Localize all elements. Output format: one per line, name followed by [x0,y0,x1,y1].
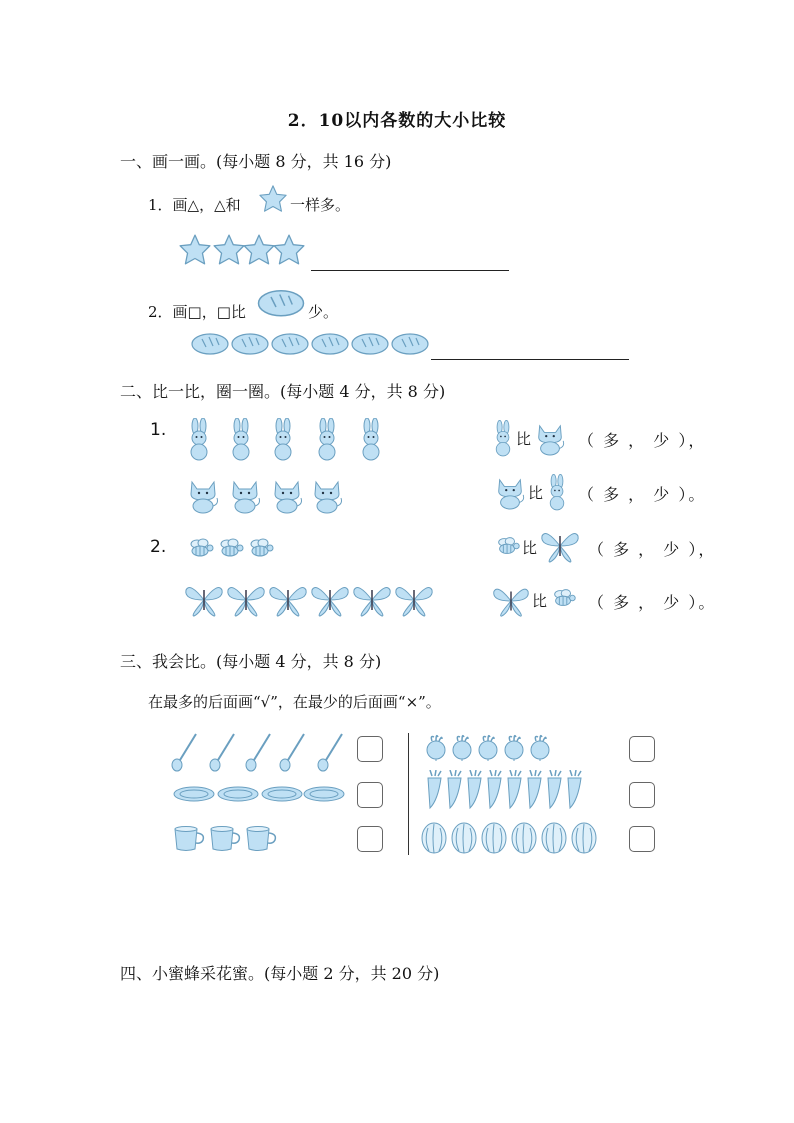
q1-prefix: 1．画△，△和 [148,196,241,214]
plate-icon [172,784,216,804]
bread-icon [310,331,350,355]
carrot-icon [564,770,584,810]
radish-icon [450,733,474,761]
compare-bi: 比 [532,592,548,610]
cabbage-icon [570,820,598,854]
carrot-icon [524,770,544,810]
carrot-icon [504,770,524,810]
section3-heading: 三、我会比。(每小题 4 分，共 8 分) [120,652,382,671]
section1-heading: 一、画一画。(每小题 8 分，共 16 分) [120,152,392,171]
radish-icon [502,733,526,761]
rabbit-icon [228,418,254,462]
carrot-icon [464,770,484,810]
plate-icon [302,784,346,804]
cup-icon [172,825,206,853]
answer-box-plates[interactable] [357,782,383,808]
answer-box-carrots[interactable] [629,782,655,808]
butterfly-icon [310,582,350,618]
butterfly-icon [226,582,266,618]
cat-icon [494,476,526,510]
butterfly-icon [540,527,580,565]
cabbage-icon [510,820,538,854]
compare-bi: 比 [516,430,532,448]
choice-more-less[interactable]: （ 多 ， 少 ）。 [578,485,707,504]
choice-more-less[interactable]: （ 多 ， 少 ）， [578,431,707,450]
cabbage-icon [420,820,448,854]
cabbage-icon [450,820,478,854]
bee-icon [550,586,578,610]
rabbit-icon [314,418,340,462]
answer-box-cabbages[interactable] [629,826,655,852]
spoon-icon [170,732,200,772]
plate-icon [260,784,304,804]
bread-icon [230,331,270,355]
bee-icon [186,536,216,560]
cat-icon [310,478,344,514]
choice-more-less[interactable]: （ 多 ， 少 ）， [588,540,717,559]
plate-icon [216,784,260,804]
butterfly-icon [492,583,530,619]
worksheet-title: 2．10以内各数的大小比较 [287,111,507,131]
cup-icon [208,825,242,853]
star-icon [178,233,212,267]
section3-instruction: 在最多的后面画“√”，在最少的后面画“×”。 [148,693,441,711]
bee-icon [246,536,276,560]
cabbage-icon [480,820,508,854]
butterfly-icon [184,582,224,618]
choice-more-less[interactable]: （ 多 ， 少 ）。 [588,593,717,612]
rabbit-icon [358,418,384,462]
rabbit-icon [546,474,568,512]
butterfly-icon [394,582,434,618]
star-icon [212,233,246,267]
butterfly-icon [352,582,392,618]
section4-heading: 四、小蜜蜂采花蜜。(每小题 2 分，共 20 分) [120,964,440,983]
star-icon [272,233,306,267]
carrot-icon [484,770,504,810]
q2-suffix: 少。 [308,303,339,321]
carrot-icon [544,770,564,810]
divider [408,733,409,855]
q2-prefix: 2．画□，□比 [148,303,246,321]
answer-line-q2[interactable] [431,359,629,360]
answer-box-cups[interactable] [357,826,383,852]
radish-icon [424,733,448,761]
bee-icon [494,534,522,558]
answer-box-spoons[interactable] [357,736,383,762]
cat-icon [228,478,262,514]
rabbit-icon [186,418,212,462]
spoon-icon [244,732,274,772]
bread-icon [190,331,230,355]
item-number-1: 1. [150,420,167,440]
bread-icon [256,286,306,318]
bee-icon [216,536,246,560]
rabbit-icon [492,420,514,458]
carrot-icon [424,770,444,810]
compare-bi: 比 [528,484,544,502]
carrot-icon [444,770,464,810]
bread-icon [350,331,390,355]
section2-heading: 二、比一比，圈一圈。(每小题 4 分，共 8 分) [120,382,446,401]
rabbit-icon [270,418,296,462]
cat-icon [534,422,566,456]
q1-suffix: 一样多。 [290,196,351,214]
compare-bi: 比 [522,539,538,557]
butterfly-icon [268,582,308,618]
star-icon [242,233,276,267]
radish-icon [476,733,500,761]
cabbage-icon [540,820,568,854]
bread-icon [390,331,430,355]
item-number-2: 2. [150,537,167,557]
spoon-icon [208,732,238,772]
cup-icon [244,825,278,853]
cat-icon [270,478,304,514]
star-icon [258,184,288,214]
answer-line-q1[interactable] [311,270,509,271]
spoon-icon [278,732,308,772]
bread-icon [270,331,310,355]
answer-box-radishes[interactable] [629,736,655,762]
spoon-icon [316,732,346,772]
radish-icon [528,733,552,761]
cat-icon [186,478,220,514]
